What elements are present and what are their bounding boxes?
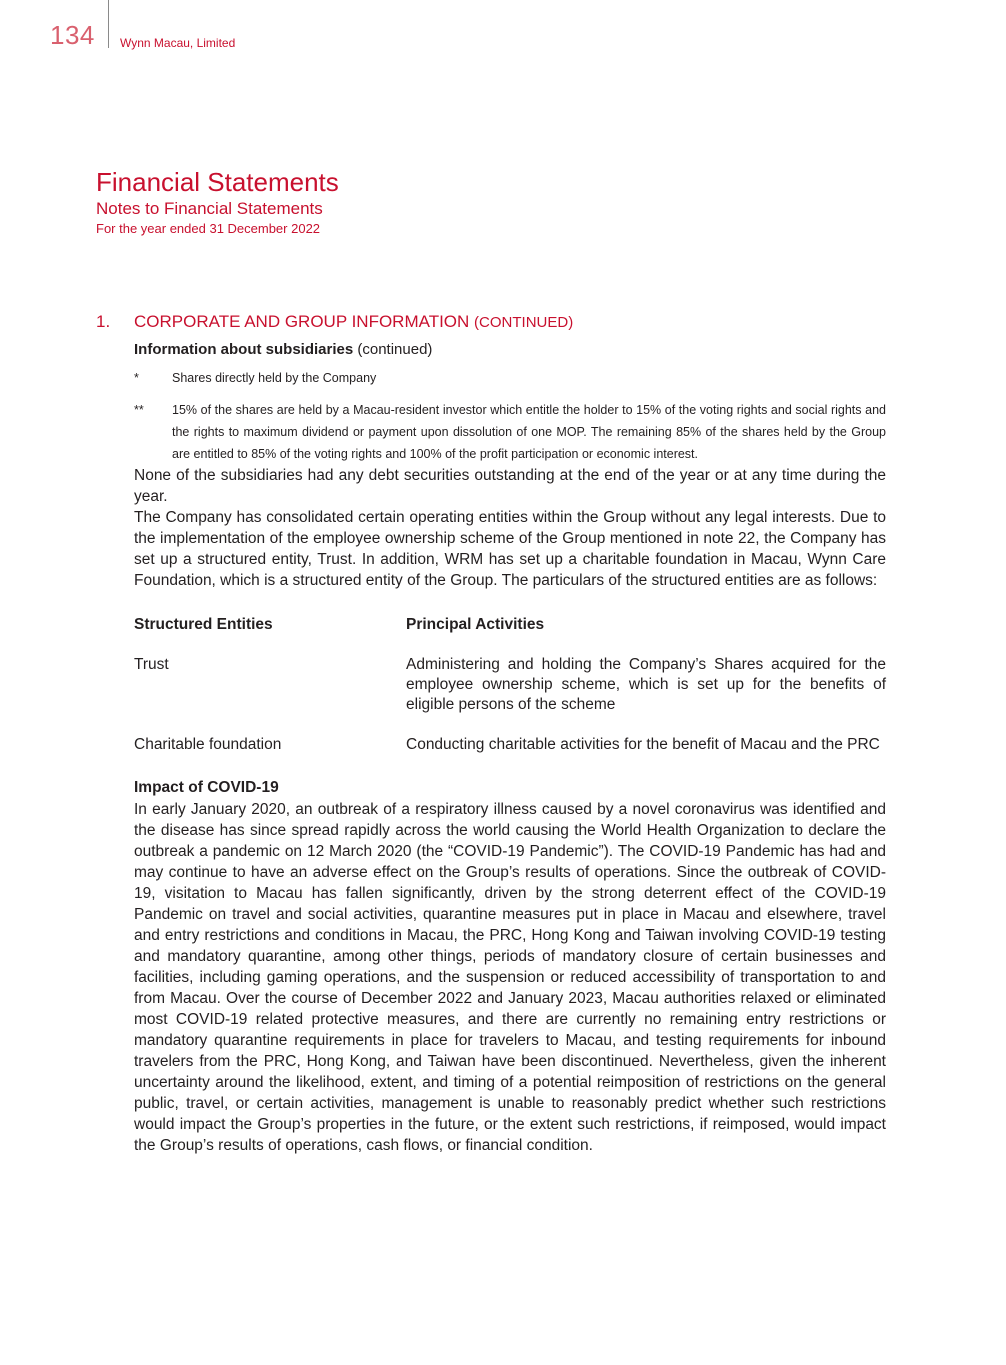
entity-activity: Conducting charitable activities for the benefit of Macau and the PRC xyxy=(406,736,880,753)
title-block xyxy=(96,166,339,238)
structured-entities-table xyxy=(134,615,886,755)
footnote-text: Shares directly held by the Company xyxy=(172,371,377,385)
page-header xyxy=(0,0,1006,60)
section-title xyxy=(134,310,573,335)
column-header: Structured Entities xyxy=(134,616,273,633)
subsection-heading-suffix: (continued) xyxy=(353,341,433,358)
entity-name: Charitable foundation xyxy=(134,736,282,753)
covid-heading: Impact of COVID-19 xyxy=(134,779,279,796)
section-title-text: CORPORATE AND GROUP INFORMATION xyxy=(134,312,470,331)
section-heading xyxy=(96,310,886,335)
entity-activity: Administering and holding the Company’s Shares acquired for the employee ownership scheme, which is set up for the benefits of eligible persons of the scheme xyxy=(406,656,886,713)
section-number: 1. xyxy=(96,312,111,331)
subsection-heading-bold: Information about subsidiaries xyxy=(134,341,354,358)
table-row xyxy=(134,735,886,755)
entity-name: Trust xyxy=(134,656,169,673)
section-body xyxy=(134,339,886,465)
section-content xyxy=(96,310,886,1156)
section-title-suffix: (CONTINUED) xyxy=(474,314,574,331)
paragraphs xyxy=(134,465,886,1156)
paragraph-debt-securities: None of the subsidiaries had any debt securities outstanding at the end of the year or at any time during the year. xyxy=(134,467,886,505)
column-header: Principal Activities xyxy=(406,616,545,633)
footnote xyxy=(134,367,886,389)
footnote-mark: * xyxy=(134,371,139,385)
covid-paragraph: In early January 2020, an outbreak of a respiratory illness caused by a novel coronavirus was identified and the disease has since spread rapidly across the world causing the World Health Organization to declare the outbreak a pandemic on 12 March 2020 (the “COVID-19 Pandemic”). The COVID-19 Pandemic has had and may continue to have an adverse effect on the Group’s results of operations. Since the outbreak of COVID-19, visitation to Macau has fallen significantly, driven by the strong deterrent effect of the COVID-19 Pandemic on travel and social activities, quarantine measures put in place in Macau and elsewhere, travel and entry restrictions and conditions in Macau, the PRC, Hong Kong and Taiwan involving COVID-19 testing and mandatory quarantine, among other things, periods of mandatory closure of certain businesses and facilities, including gaming operations, and the suspension or reduced accessibility of transportation to and from Macau. Over the course of December 2022 and January 2023, Macau authorities relaxed or eliminated most COVID-19 related protective measures, and there are currently no remaining entry restrictions or mandatory quarantine requirements in place for travelers to Macau, and testing requirements for inbound travelers from the PRC, Hong Kong, and Taiwan have been discontinued. Nevertheless, given the inherent uncertainty around the likelihood, extent, and timing of a potential reimposition of restrictions on the general public, travel, or certain activities, management is unable to reasonably predict whether such restrictions would impact the Group’s properties in the future, or the extent such restrictions, if reimposed, would impact the Group’s results of operations, cash flows, or financial condition. xyxy=(134,801,886,1154)
table-row xyxy=(134,655,886,715)
page-subtitle: Notes to Financial Statements xyxy=(96,199,323,218)
subsection-heading xyxy=(134,339,886,361)
paragraph-structured-entities: The Company has consolidated certain operating entities within the Group without any legal interests. Due to the implementation of the employee ownership scheme of the Group mentioned in note 22, the Company has set up a structured entity, Trust. In addition, WRM has set up a charitable foundation in Macau, Wynn Care Foundation, which is a structured entity of the Group. The particulars of the structured entities are as follows: xyxy=(134,509,886,589)
page-title: Financial Statements xyxy=(96,167,339,197)
header-divider xyxy=(108,0,109,48)
page-number: 134 xyxy=(50,20,95,50)
footnote xyxy=(134,399,886,465)
reporting-period: For the year ended 31 December 2022 xyxy=(96,221,321,236)
company-name: Wynn Macau, Limited xyxy=(120,36,236,50)
footnote-text: 15% of the shares are held by a Macau-resident investor which entitle the holder to 15% of the voting rights and social rights and the rights to maximum dividend or payment upon dissolution of one MOP. The remaining 85% of the shares held by the Group are entitled to 85% of the voting rights and 100% of the profit participation or economic interest. xyxy=(172,403,886,461)
footnote-mark: ** xyxy=(134,403,144,417)
table-header-row xyxy=(134,615,886,635)
